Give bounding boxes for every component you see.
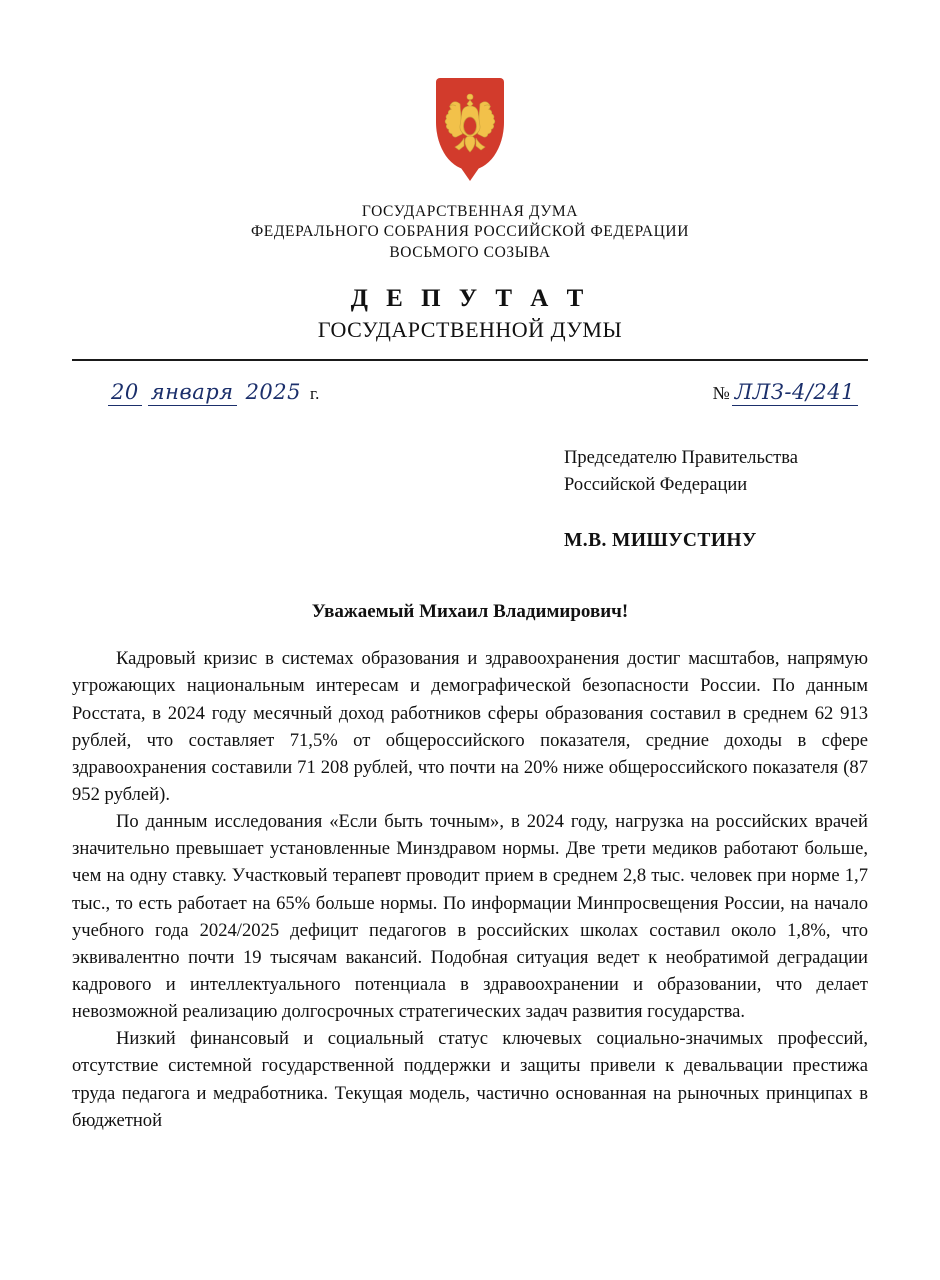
letterhead-line-3: ВОСЬМОГО СОЗЫВА bbox=[389, 243, 551, 261]
document-date bbox=[108, 381, 319, 406]
addressee-line-2: Российской Федерации bbox=[564, 475, 748, 496]
addressee-name: М.В. МИШУСТИНУ bbox=[564, 529, 757, 551]
double-headed-eagle-icon bbox=[442, 92, 498, 154]
paragraph: Низкий финансовый и социальный статус ключевых социально-значимых профессий, отсутствие системной государственной поддержки и защиты привели к девальвации престижа труда педагога и медработника. Текущая модель, частично основанная на рыночных принципах в бюджетной bbox=[72, 1028, 868, 1131]
paragraph: По данным исследования «Если быть точным», в 2024 году, нагрузка на российских врачей значительно превышает установленные Минздравом нормы. Две трети медиков работают больше, чем на одну ставку. Участковый терапевт проводит прием в среднем 2,8 тыс. человек при норме 1,7 тыс., то есть работает на 65% больше нормы. По информации Минпросвещения России, на начало учебного года 2024/2025 дефицит педагогов в российских школах составил около 1,8%, что эквивалентно почти 19 тысячам вакансий. Подобная ситуация ведет к необратимой деградации кадрового и интеллектуального потенциала в здравоохранении и образовании, что делает невозможной реализацию долгосрочных стратегических задач развития государства. bbox=[72, 811, 868, 1023]
letterhead bbox=[72, 202, 868, 343]
document-number bbox=[713, 381, 858, 406]
letterhead-subtitle: ГОСУДАРСТВЕННОЙ ДУМЫ bbox=[317, 317, 623, 343]
letterhead-line-1: ГОСУДАРСТВЕННАЯ ДУМА bbox=[361, 203, 579, 220]
document-meta bbox=[72, 379, 868, 419]
document-number-handwritten: ЛЛЗ-4/241 bbox=[732, 381, 858, 406]
letterhead-title: Д Е П У Т А Т bbox=[350, 285, 590, 313]
letter-body bbox=[72, 645, 868, 1134]
header-divider bbox=[72, 359, 868, 361]
date-day-handwritten: 20 bbox=[108, 381, 142, 406]
russian-coat-of-arms-icon bbox=[427, 78, 513, 186]
letterhead-line-2: ФЕДЕРАЛЬНОГО СОБРАНИЯ РОССИЙСКОЙ ФЕДЕРАЦИИ bbox=[250, 223, 690, 241]
paragraph: Кадровый кризис в системах образования и здравоохранения достиг масштабов, напрямую угрожающих национальным интересам и демографической безопасности России. По данным Росстата, в 2024 году месячный доход работников сферы образования составил в среднем 62 913 рублей, что составляет 71,5% от общероссийского показателя, средние доходы в сфере здравоохранения составили 71 208 рублей, что почти на 20% ниже общероссийского показателя (87 952 рублей). bbox=[72, 648, 868, 805]
emblem-container bbox=[72, 0, 868, 186]
date-year-suffix: г. bbox=[310, 384, 320, 404]
number-sign: № bbox=[712, 383, 730, 404]
addressee-block bbox=[564, 445, 868, 555]
date-month-handwritten: января bbox=[148, 381, 237, 406]
date-year-handwritten: 2025 bbox=[245, 380, 302, 405]
salutation: Уважаемый Михаил Владимирович! bbox=[311, 601, 629, 623]
addressee-line-1: Председателю Правительства bbox=[564, 448, 798, 469]
